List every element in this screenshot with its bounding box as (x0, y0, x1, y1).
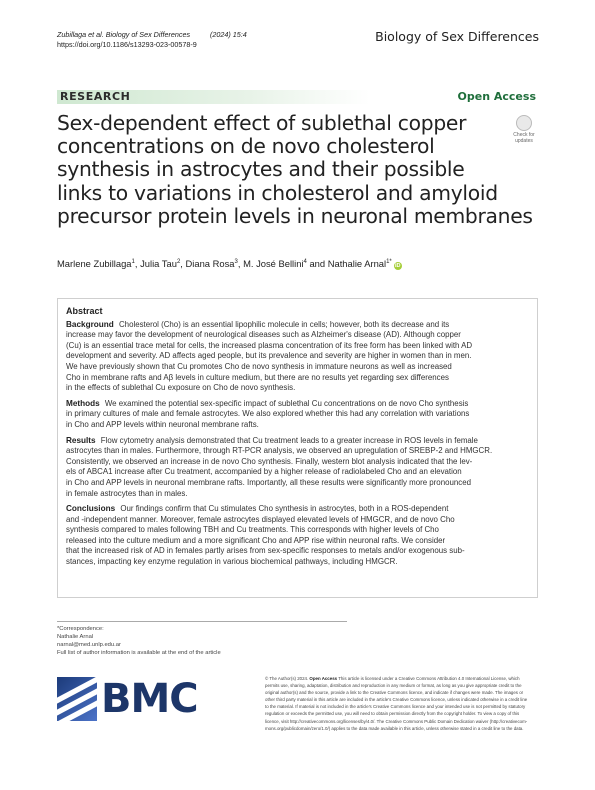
correspondence-footnote (57, 625, 221, 657)
license-line: permits use, sharing, adaptation, distribution and reproduction in any medium or format, as long as you give appropriate credit to the (265, 683, 522, 689)
title-line: precursor protein levels in neuronal membranes (57, 203, 533, 228)
article-type-band (57, 90, 538, 104)
author-name: M. José Bellini (243, 258, 304, 269)
abstract-line: synthesis compared to males following TBH and Cu treatments. This corresponds with higher levels of Cho (66, 525, 439, 535)
abstract-line: in Cho and APP levels in neuronal membrane rafts. Importantly, all these results were significantly more pronounced (66, 477, 471, 487)
abstract-line (66, 399, 529, 410)
citation-line (57, 30, 247, 40)
author-name: Diana Rosa (185, 258, 235, 269)
abstract-line: Cho in membrane rafts and Aβ levels in culture medium, but there are no results yet regarding sex differences (66, 372, 449, 382)
author-name: Marlene Zubillaga (57, 258, 132, 269)
abstract-line: in the effects of sublethal Cu exposure on Cho de novo synthesis. (66, 383, 296, 393)
article-type-label: RESEARCH (60, 90, 131, 103)
check-updates-line: updates (515, 138, 533, 144)
license-line[interactable]: licence, visit http://creativecommons.org/licenses/by/4.0/. The Creative Commons Public Domain Dedication waiver (http://creativecom- (265, 718, 528, 724)
abstract-line: development and severity. AD affects aged people, but its prevalence and severity are higher in women than in men. (66, 351, 472, 361)
check-for-updates-badge[interactable] (510, 115, 538, 149)
abstract-line: els of ABCA1 increase after Cu treatment, accompanied by a higher release of radiolabeled Cho and an elevation (66, 467, 462, 477)
abstract-line: that the increased risk of AD in females partly arises from sex-specific responses to metals and/or exogenous sub- (66, 546, 465, 556)
check-updates-line: Check for (513, 132, 535, 138)
author-name: Nathalie Arnal (327, 258, 387, 269)
abstract-box (57, 298, 538, 598)
license-open-access: Open Access (309, 676, 338, 681)
correspondence-email[interactable]: narnal@med.unlp.edu.ar (57, 642, 121, 649)
bmc-logo-text: BMC (101, 676, 198, 722)
abstract-line: stances, impacting key enzyme regulation in various biochemical pathways, including HMGCR. (66, 557, 398, 567)
license-statement (265, 675, 539, 732)
author-affiliation: 1 (131, 259, 135, 265)
doi-link[interactable]: https://doi.org/10.1186/s13293-023-00578-9 (57, 40, 197, 49)
section-label: Conclusions (66, 504, 116, 514)
license-line[interactable]: mons.org/publicdomain/zero/1.0/) applies to the data made available in this article, unless otherwise stated in a credit line to the data. (265, 725, 524, 731)
author-affiliation: 4 (303, 259, 307, 265)
author-affiliation: 1* (386, 259, 392, 265)
author-affiliation: 2 (176, 259, 181, 265)
author-list (57, 258, 402, 270)
title-line: links to variations in cholesterol and amyloid (57, 180, 498, 205)
abstract-line (66, 504, 529, 515)
abstract-text: Cholesterol (Cho) is an essential lipophilic molecule in cells; however, both its decrease and its (118, 319, 450, 329)
abstract-methods (66, 399, 529, 431)
abstract-line: increase may favor the development of neurological diseases such as Alzheimer's disease (AD). Although copper (66, 330, 461, 340)
abstract-line: astrocytes than in males. Furthermore, through RT-PCR analysis, we observed an upregulation of SREBP-2 and HMGCR. (66, 446, 493, 456)
author-name: Julia Tau (140, 258, 177, 269)
abstract-text: We examined the potential sex-specific impact of sublethal Cu concentrations on de novo Cho synthesis (104, 398, 469, 408)
abstract-line: in primary cultures of male and female astrocytes. We also explored whether this had any correlation with variations (66, 409, 470, 419)
abstract-line (66, 436, 529, 447)
open-access-label: Open Access (457, 90, 536, 103)
author-separator: , (134, 258, 141, 269)
check-updates-text (510, 132, 538, 144)
abstract-conclusions (66, 504, 529, 568)
bmc-logo-icon (57, 677, 97, 721)
section-label: Results (66, 435, 96, 445)
abstract-line: in female astrocytes than in males. (66, 488, 188, 498)
author-separator: , (180, 258, 186, 269)
footnote-divider (57, 621, 347, 622)
journal-name: Biology of Sex Differences (375, 29, 539, 44)
abstract-line: (Cu) is an essential trace metal for cells, the increased plasma concentration of its free form has been linked with AD (66, 340, 473, 350)
author-separator: and (306, 258, 328, 269)
license-line: regulation or exceeds the permitted use, you will need to obtain permission directly from the copyright holder. To view a copy of this (265, 711, 520, 717)
citation-year: (2024) 15:4 (210, 30, 247, 39)
abstract-text: Flow cytometry analysis demonstrated that Cu treatment leads to a greater increase in ROS levels in female (100, 435, 478, 445)
title-line: synthesis in astrocytes and their possible (57, 157, 465, 182)
author-separator: , (237, 258, 244, 269)
abstract-line: Consistently, we observed an increase in de novo Cho synthesis. Finally, western blot analysis indicated that the lev- (66, 456, 473, 466)
orcid-icon[interactable]: iD (395, 263, 401, 269)
title-line: Sex-dependent effect of sublethal copper (57, 111, 467, 135)
abstract-line: released into the culture medium and a more significant Cho and APP rise within neuronal rafts. We consider (66, 535, 446, 545)
abstract-heading: Abstract (66, 306, 103, 316)
abstract-text: Our findings confirm that Cu stimulates Cho synthesis in astrocytes, both in a ROS-dependent (120, 504, 449, 514)
license-line: other third party material in this article are included in the article's Creative Commons licence, unless indicated otherwise in a credit line (265, 697, 528, 703)
citation-authors: Zubillaga et al. Biology of Sex Differences (57, 30, 191, 39)
abstract-line: We have previously shown that Cu promotes Cho de novo synthesis in immature neurons as well as increased (66, 361, 452, 371)
section-label: Methods (66, 398, 100, 408)
title-line: concentrations on de novo cholesterol (57, 134, 435, 159)
license-line: to the material. If material is not included in the article's Creative Commons licence and your intended use is not permitted by statutory (265, 704, 526, 710)
abstract-line (66, 320, 529, 331)
section-label: Background (66, 319, 114, 329)
abstract-background (66, 320, 529, 394)
running-header-citation (57, 30, 247, 50)
license-line: original author(s) and the source, provide a link to the Creative Commons licence, and indicate if changes were made. The images or (265, 690, 524, 696)
bmc-logo (57, 676, 198, 722)
license-lead: © The Author(s) 2024. (265, 676, 309, 681)
footnote-line: Full list of author information is available at the end of the article (57, 650, 221, 657)
check-updates-icon (516, 115, 532, 131)
abstract-line: in Cho and APP levels within neuronal membrane rafts. (66, 419, 259, 429)
abstract-line: and -independent manner. Moreover, female astrocytes displayed elevated levels of HMGCR, and de novo Cho (66, 514, 455, 524)
license-text: This article is licensed under a Creative Commons Attribution 4.0 International License, which (338, 676, 520, 681)
footnote-line: *Correspondence: (57, 626, 104, 632)
author-affiliation: 3 (234, 259, 238, 265)
abstract-results (66, 436, 529, 500)
footnote-line: Nathalie Arnal (57, 634, 94, 641)
license-line (265, 675, 539, 682)
